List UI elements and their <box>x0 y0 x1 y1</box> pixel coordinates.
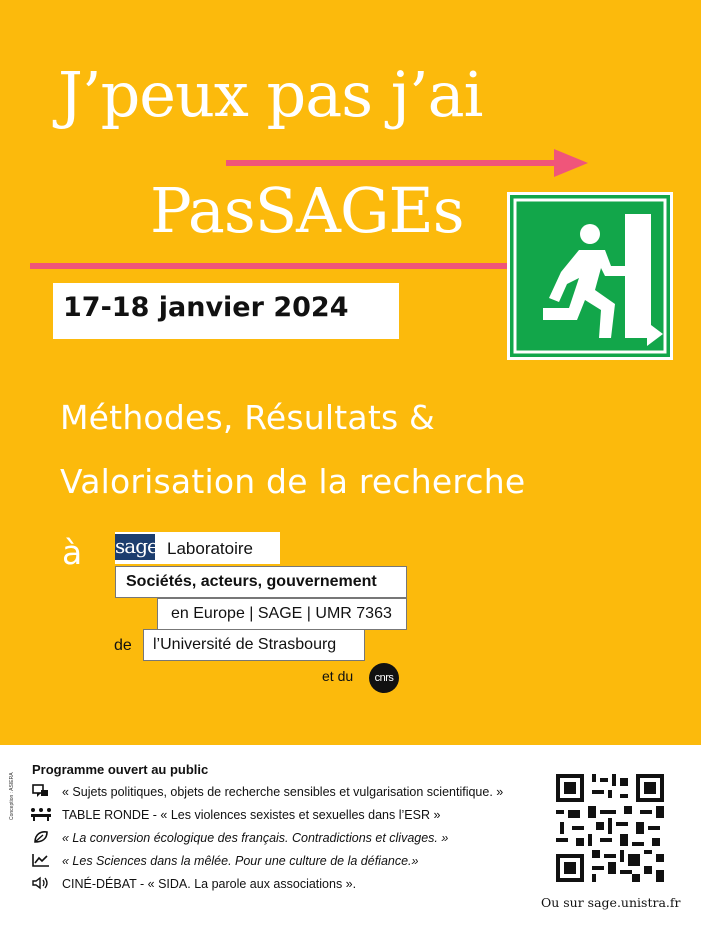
program-item <box>32 852 419 875</box>
lab-name-line-1 <box>115 532 280 564</box>
speaker-icon <box>32 876 50 890</box>
program-item <box>32 875 357 898</box>
subtitle-line-2: Valorisation de la recherche <box>60 462 526 501</box>
program-item-text: « Sujets politiques, objets de recherche sensibles et vulgarisation scientifique. » <box>62 785 504 799</box>
qr-code-icon[interactable] <box>556 774 664 882</box>
university-name: l’Université de Strasbourg <box>153 636 337 653</box>
program-item-text: CINÉ-DÉBAT - « SIDA. La parole aux associations ». <box>62 877 357 891</box>
qr-caption: Ou sur sage.unistra.fr <box>541 895 681 910</box>
date-box <box>53 283 399 339</box>
cnrs-logo: cnrs <box>369 663 399 693</box>
sage-logo: sage <box>115 534 158 558</box>
lab-name-line-3 <box>157 598 407 630</box>
program-item <box>32 829 449 852</box>
subtitle-line-1: Méthodes, Résultats & <box>60 398 435 437</box>
program-item <box>32 783 504 806</box>
lab-umr: en Europe | SAGE | UMR 7363 <box>171 605 392 622</box>
title-line-2: PasSAGEs <box>150 174 464 247</box>
et-du-text: et du <box>322 668 354 684</box>
pink-bar-left <box>30 261 508 271</box>
program-item <box>32 806 441 829</box>
speech-bubble-icon <box>32 784 50 798</box>
preposition-de: de <box>114 637 132 654</box>
title-line-1: J’peux pas j’ai <box>58 58 483 131</box>
round-table-icon <box>30 807 52 821</box>
event-date: 17-18 janvier 2024 <box>63 292 349 323</box>
lab-name-line-2 <box>115 566 407 598</box>
program-item-text: « La conversion écologique des français. Contradictions et clivages. » <box>62 831 449 845</box>
program-item-text: TABLE RONDE - « Les violences sexistes et sexuelles dans l’ESR » <box>62 808 441 822</box>
program-heading: Programme ouvert au public <box>32 762 209 777</box>
lab-full-name: Sociétés, acteurs, gouvernement <box>126 573 377 590</box>
chart-line-icon <box>32 853 50 867</box>
program-section <box>32 762 504 898</box>
program-item-text: « Les Sciences dans la mêlée. Pour une culture de la défiance.» <box>62 854 419 868</box>
leaf-icon <box>32 830 50 844</box>
university-box <box>143 629 365 661</box>
preposition-a: à <box>62 533 83 572</box>
lab-label: Laboratoire <box>167 539 254 558</box>
emergency-exit-icon <box>507 192 673 360</box>
design-credit: Conception : ASIERA <box>9 772 15 820</box>
